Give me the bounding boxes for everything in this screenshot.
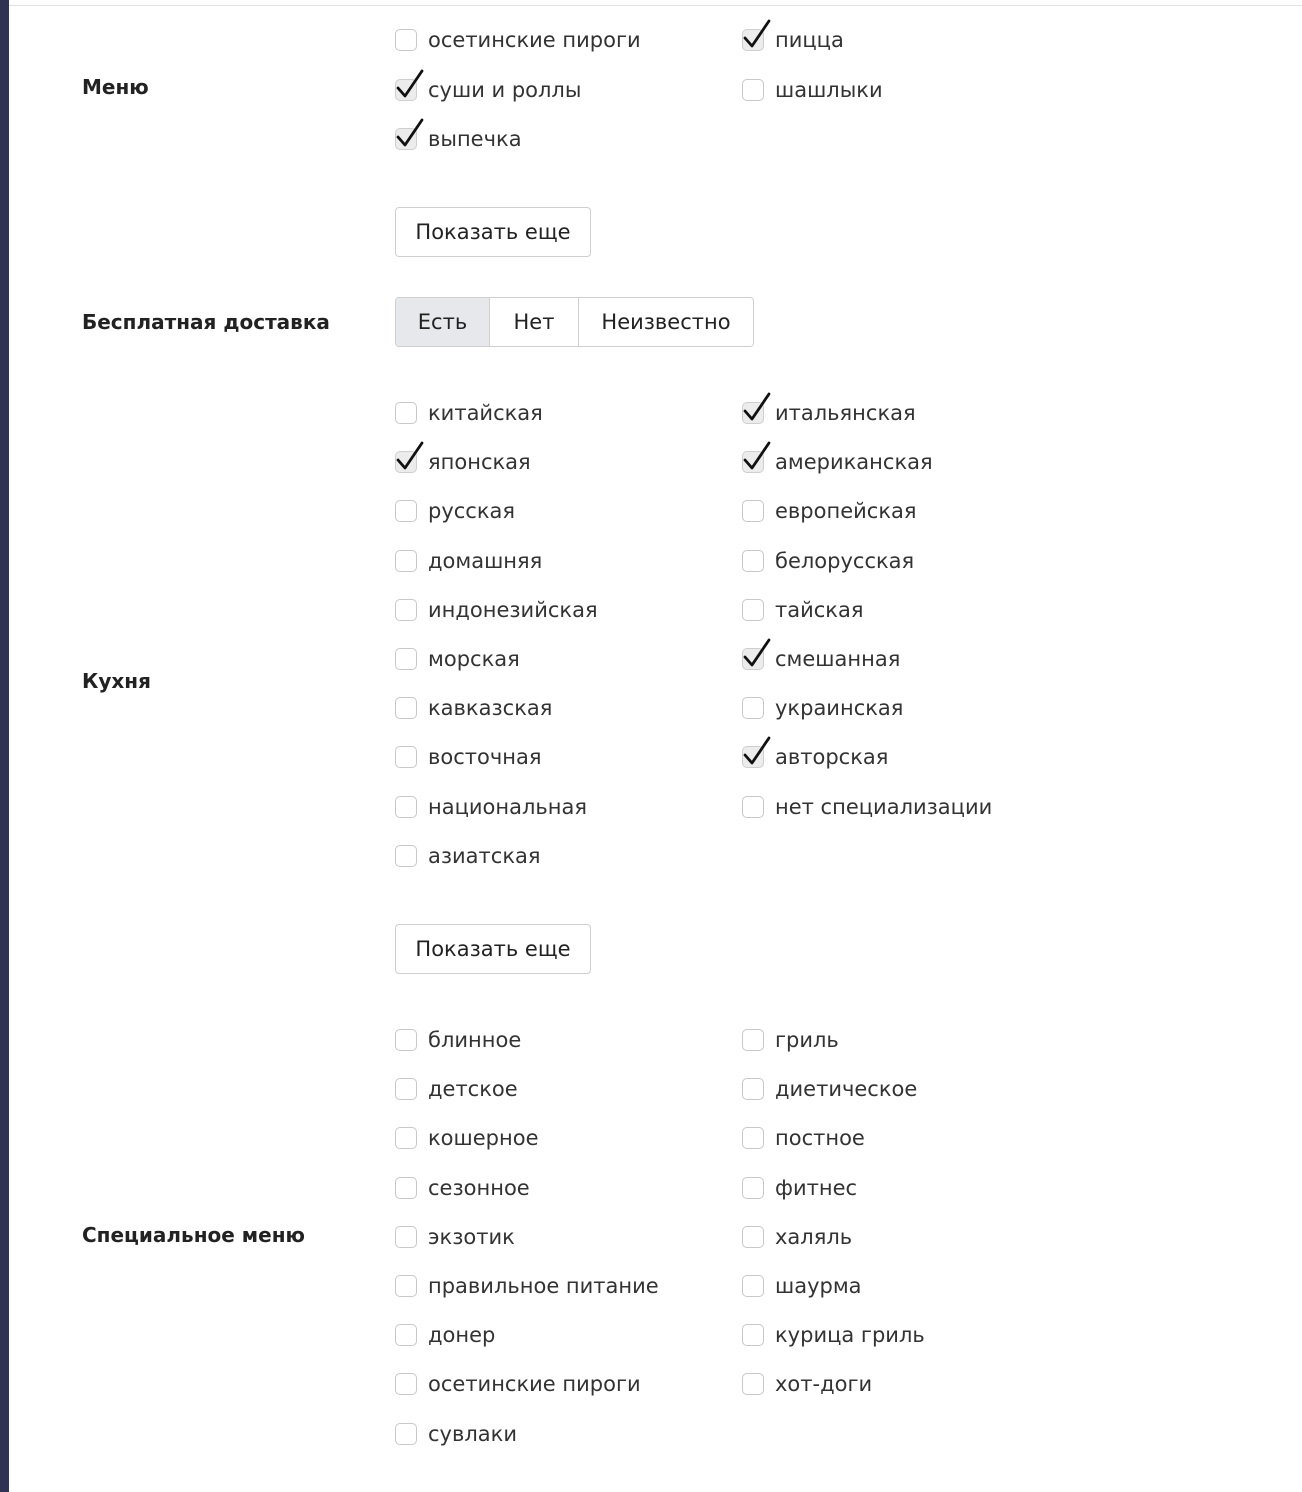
special-menu-checkbox-item[interactable] [742,1320,925,1350]
special-menu-checkbox-label: детское [428,1077,518,1102]
special-menu-checkbox-label: гриль [775,1028,839,1052]
checkbox-unchecked[interactable] [395,746,417,768]
checkbox-unchecked[interactable] [742,1127,764,1149]
cuisine-checkbox-item[interactable] [395,496,515,526]
special-menu-checkbox-item[interactable] [395,1025,521,1055]
checkmark-icon [742,19,772,51]
checkbox-checked[interactable] [395,451,417,473]
cuisine-checkbox-item[interactable] [395,742,542,772]
checkbox-unchecked[interactable] [742,1324,764,1346]
cuisine-checkbox-label: домашняя [428,548,543,573]
menu-section-label: Меню [82,75,149,99]
checkbox-unchecked[interactable] [395,599,417,621]
checkbox-unchecked[interactable] [742,697,764,719]
special-menu-checkbox-item[interactable] [395,1369,641,1399]
cuisine-checkbox-label: итальянская [775,401,916,425]
checkbox-checked[interactable] [742,746,764,768]
cuisine-checkbox-label: индонезийская [428,597,598,622]
cuisine-checkbox-label: национальная [428,794,588,819]
cuisine-checkbox-label: японская [428,450,531,475]
special-menu-checkbox-item[interactable] [395,1271,659,1301]
checkmark-icon [742,441,772,473]
checkbox-unchecked[interactable] [395,1423,417,1445]
menu-checkbox-item[interactable] [395,124,522,154]
delivery-option-no[interactable]: Нет [489,298,578,346]
special-menu-checkbox-item[interactable] [742,1025,839,1055]
menu-checkbox-item[interactable] [395,25,641,55]
checkbox-unchecked[interactable] [395,1226,417,1248]
delivery-section-label: Бесплатная доставка [82,310,330,334]
special-menu-checkbox-label: донер [428,1323,496,1348]
cuisine-checkbox-item[interactable] [395,693,552,723]
special-menu-checkbox-label: диетическое [775,1077,918,1102]
special-menu-checkbox-item[interactable] [742,1173,857,1203]
special-menu-checkbox-item[interactable] [742,1074,917,1104]
cuisine-checkbox-item[interactable] [395,447,531,477]
special-menu-checkbox-item[interactable] [742,1271,862,1301]
checkbox-unchecked[interactable] [395,1373,417,1395]
delivery-option-yes[interactable]: Есть [396,298,489,346]
menu-checkbox-item[interactable] [395,75,581,105]
cuisine-checkbox-item[interactable] [742,792,992,822]
special-menu-checkbox-label: курица гриль [775,1323,925,1348]
checkbox-unchecked[interactable] [742,550,764,572]
special-menu-checkbox-label: осетинские пироги [428,1372,641,1397]
checkmark-icon [395,441,425,473]
checkbox-unchecked[interactable] [742,1029,764,1051]
special-menu-checkbox-label: кошерное [428,1126,539,1151]
cuisine-checkbox-label: восточная [428,745,542,770]
menu-checkbox-label: пицца [775,28,844,52]
delivery-option-unknown[interactable]: Неизвестно [578,298,753,346]
special-menu-checkbox-label: фитнес [775,1175,858,1200]
special-menu-checkbox-item[interactable] [742,1369,872,1399]
menu-checkbox-item[interactable] [742,75,883,105]
cuisine-checkbox-item[interactable] [742,595,863,625]
checkbox-unchecked[interactable] [395,1177,417,1199]
special-menu-checkbox-label: экзотик [428,1224,515,1249]
special-menu-checkbox-item[interactable] [742,1222,852,1252]
checkbox-checked[interactable] [395,128,417,150]
cuisine-checkbox-label: азиатская [428,843,541,868]
checkbox-checked[interactable] [742,29,764,51]
checkbox-unchecked[interactable] [742,1373,764,1395]
cuisine-checkbox-label: русская [428,499,516,524]
checkbox-unchecked[interactable] [395,29,417,51]
cuisine-checkbox-label: смешанная [775,647,901,671]
special-menu-checkbox-item[interactable] [395,1074,518,1104]
cuisine-checkbox-label: украинская [775,696,904,721]
checkbox-unchecked[interactable] [395,845,417,867]
cuisine-checkbox-label: нет специализации [775,794,993,819]
checkbox-unchecked[interactable] [395,1275,417,1297]
checkbox-unchecked[interactable] [395,1029,417,1051]
cuisine-checkbox-label: тайская [775,597,864,622]
cuisine-checkbox-item[interactable] [742,398,916,428]
checkbox-unchecked[interactable] [395,550,417,572]
cuisine-checkbox-item[interactable] [395,792,587,822]
checkbox-unchecked[interactable] [395,1127,417,1149]
special-menu-checkbox-item[interactable] [742,1123,865,1153]
menu-checkbox-label: шашлыки [775,77,883,102]
checkmark-icon [742,392,772,424]
checkmark-icon [395,118,425,150]
cuisine-checkbox-item[interactable] [395,546,542,576]
cuisine-checkbox-item[interactable] [742,447,933,477]
checkbox-unchecked[interactable] [742,1177,764,1199]
menu-checkbox-label: осетинские пироги [428,28,641,52]
cuisine-checkbox-label: китайская [428,401,543,425]
cuisine-checkbox-label: кавказская [428,696,553,721]
checkmark-icon [742,736,772,768]
checkbox-unchecked[interactable] [742,599,764,621]
special-menu-checkbox-item[interactable] [395,1123,539,1153]
cuisine-checkbox-label: авторская [775,745,889,770]
special-menu-checkbox-label: сезонное [428,1175,530,1200]
cuisine-checkbox-label: американская [775,450,933,475]
checkbox-unchecked[interactable] [742,79,764,101]
checkbox-unchecked[interactable] [395,697,417,719]
checkbox-unchecked[interactable] [742,1078,764,1100]
checkbox-unchecked[interactable] [742,1226,764,1248]
top-divider [9,5,1302,6]
checkbox-checked[interactable] [395,79,417,101]
left-accent-bar [0,0,9,1492]
checkbox-unchecked[interactable] [395,500,417,522]
cuisine-checkbox-item[interactable] [742,644,900,674]
menu-checkbox-label: суши и роллы [428,77,582,102]
cuisine-show-more-button[interactable]: Показать еще [395,924,591,974]
cuisine-checkbox-item[interactable] [395,398,543,428]
checkbox-unchecked[interactable] [395,796,417,818]
checkbox-unchecked[interactable] [395,648,417,670]
checkbox-unchecked[interactable] [395,402,417,424]
cuisine-checkbox-item[interactable] [742,693,903,723]
special-menu-checkbox-item[interactable] [395,1320,495,1350]
checkbox-checked[interactable] [742,451,764,473]
cuisine-checkbox-item[interactable] [395,841,541,871]
cuisine-checkbox-label: морская [428,647,520,671]
checkbox-unchecked[interactable] [395,1324,417,1346]
cuisine-checkbox-item[interactable] [395,644,520,674]
special-menu-checkbox-label: постное [775,1126,865,1151]
special-menu-checkbox-label: шаурма [775,1274,862,1298]
special-menu-checkbox-label: правильное питание [428,1274,659,1298]
cuisine-checkbox-item[interactable] [395,595,598,625]
special-menu-checkbox-item[interactable] [395,1222,515,1252]
cuisine-checkbox-item[interactable] [742,546,914,576]
special-menu-section-label: Специальное меню [82,1223,305,1247]
special-menu-checkbox-label: блинное [428,1028,522,1052]
checkbox-unchecked[interactable] [395,1078,417,1100]
special-menu-checkbox-label: сувлаки [428,1421,517,1446]
checkbox-unchecked[interactable] [742,796,764,818]
cuisine-section-label: Кухня [82,669,151,693]
cuisine-checkbox-item[interactable] [742,742,888,772]
cuisine-checkbox-label: белорусская [775,548,915,573]
delivery-segmented-control [395,297,754,347]
cuisine-checkbox-label: европейская [775,499,917,524]
special-menu-checkbox-label: халяль [775,1224,853,1249]
checkbox-checked[interactable] [742,648,764,670]
checkbox-unchecked[interactable] [742,1275,764,1297]
checkmark-icon [742,638,772,670]
menu-show-more-button[interactable]: Показать еще [395,207,591,257]
special-menu-checkbox-label: хот-доги [775,1372,873,1397]
checkbox-checked[interactable] [742,402,764,424]
special-menu-checkbox-item[interactable] [395,1419,517,1449]
menu-checkbox-label: выпечка [428,127,522,151]
checkbox-unchecked[interactable] [742,500,764,522]
special-menu-checkbox-item[interactable] [395,1173,530,1203]
checkmark-icon [395,69,425,101]
cuisine-checkbox-item[interactable] [742,496,917,526]
menu-checkbox-item[interactable] [742,25,844,55]
